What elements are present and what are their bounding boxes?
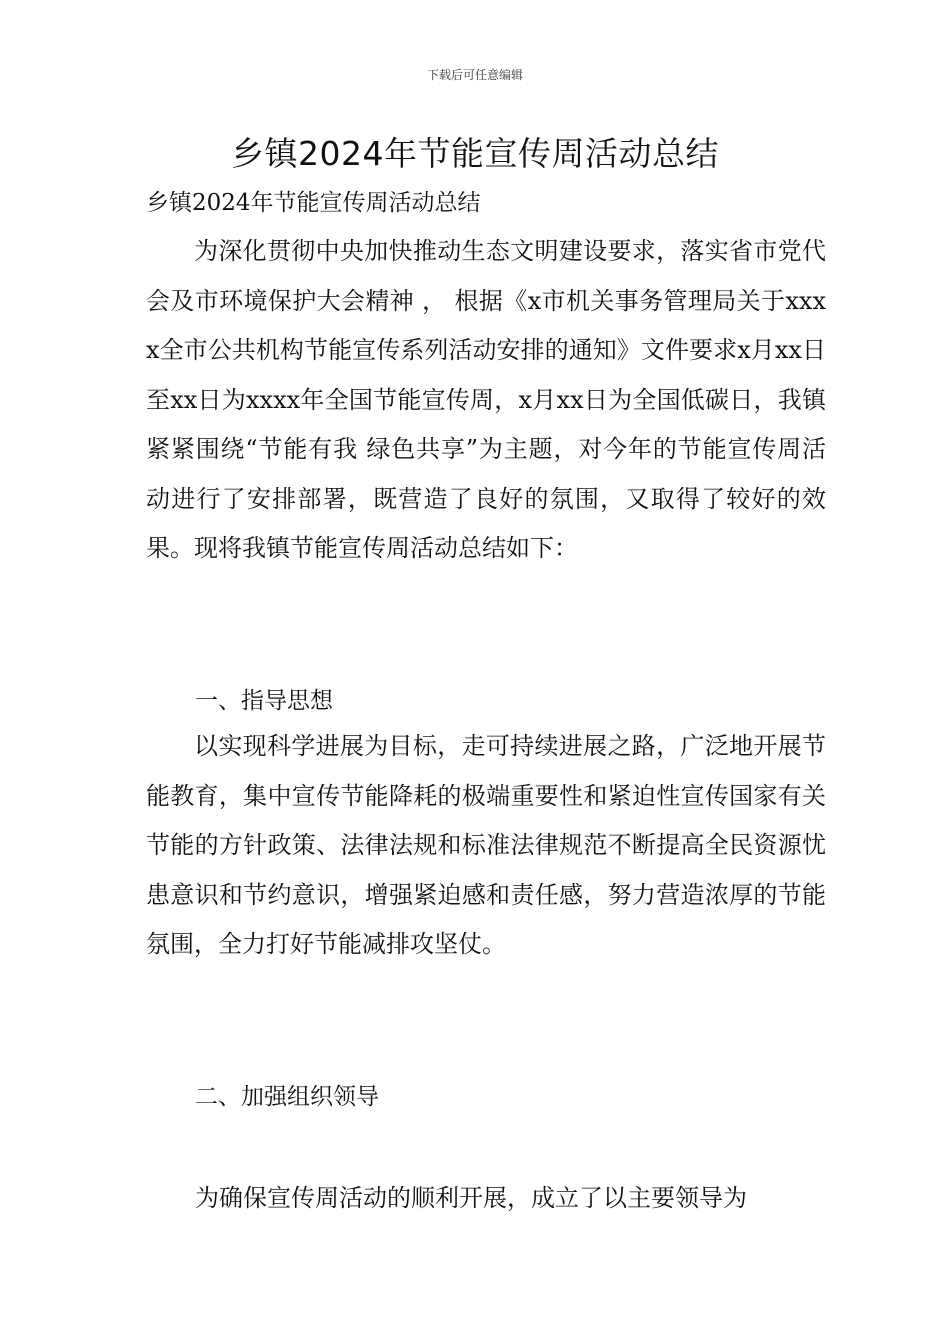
- document-subtitle: 乡镇2024年节能宣传周活动总结: [146, 190, 481, 216]
- section-heading-organization-leadership: 二、加强组织领导: [195, 1084, 379, 1110]
- organization-leadership-paragraph: 为确保宣传周活动的顺利开展，成立了以主要领导为: [195, 1184, 747, 1212]
- guiding-ideology-paragraph: 以实现科学进展为目标，走可持续进展之路，广泛地开展节能教育，集中宣传节能降耗的极端重要性和紧迫性宣传国家有关节能的方针政策、法律法规和标准法律规范不断提高全民资源忧患意识和节约意识，增强紧迫感和责任感，努力营造浓厚的节能氛围，全力打好节能减排攻坚仗。: [146, 732, 826, 958]
- intro-paragraph: 为深化贯彻中央加快推动生态文明建设要求，落实省市党代会及市环境保护大会精神 ， 根据《x市机关事务管理局关于xxxx全市公共机构节能宣传系列活动安排的通知》文件要求x月xx日至xx日为xxxx年全国节能宣传周，x月xx日为全国低碳日，我镇紧紧围绕“节能有我 绿色共享”为主题，对今年的节能宣传周活动进行了安排部署，既营造了良好的氛围，又取得了较好的效果。现将我镇节能宣传周活动总结如下：: [146, 237, 826, 562]
- document-title: 乡镇2024年节能宣传周活动总结: [231, 134, 719, 173]
- page-header-note: 下载后可任意编辑: [426, 68, 523, 82]
- section-heading-guiding-ideology: 一、指导思想: [195, 688, 333, 714]
